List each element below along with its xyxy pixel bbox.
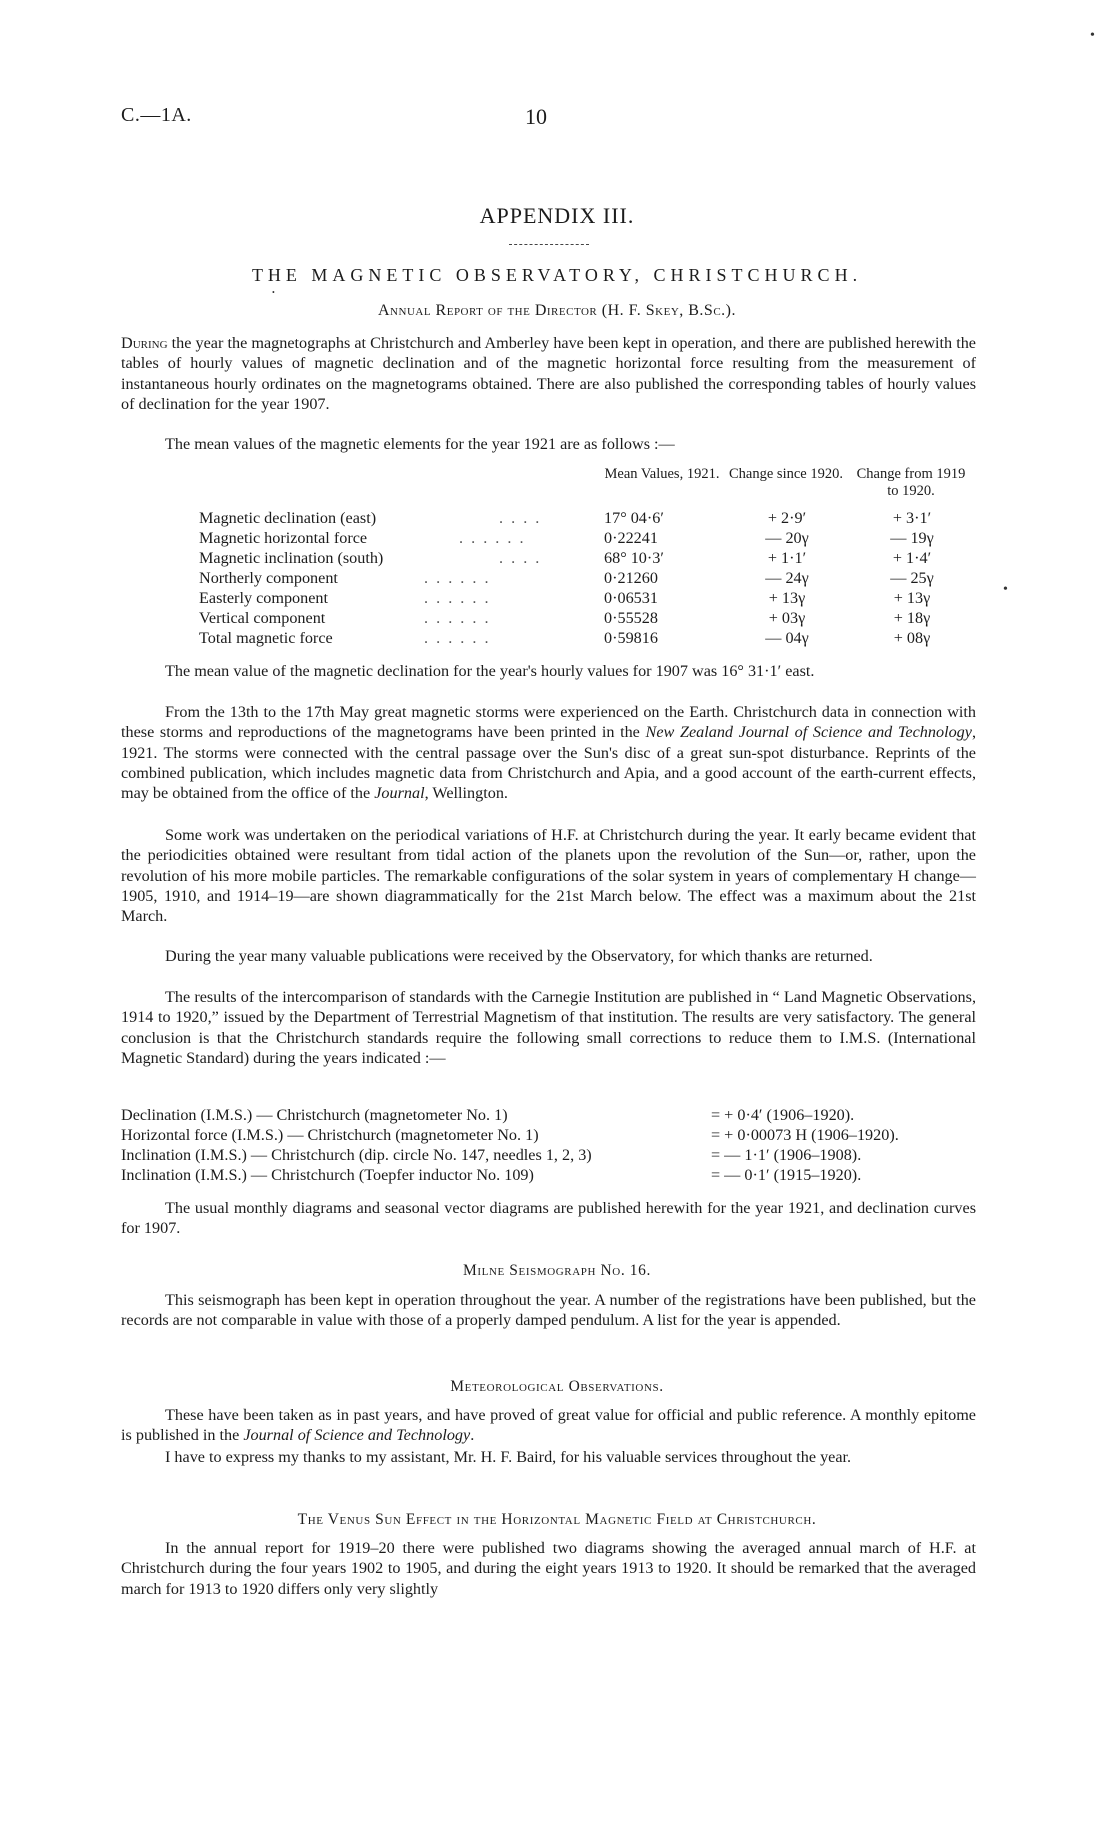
storms-journal-short: Journal [374,784,425,803]
storms-text-3: , Wellington. [424,784,508,803]
magnetic-elements-table [121,466,976,646]
storms-journal-title: New Zealand Journal of Science and Technology [645,723,972,742]
seismograph-heading: Milne Seismograph No. 16. [463,1262,651,1279]
diagrams-paragraph: The usual monthly diagrams and seasonal vector diagrams are published herewith for the year 1921, and declination curves for 1907. [121,1199,976,1238]
declination-1907-paragraph: The mean value of the magnetic declination for the year's hourly values for 1907 was 16° 31·1′ east. [165,662,815,680]
row-label: Total magnetic force [199,629,333,647]
correction-value: = — 0·1′ (1915–1920). [711,1166,862,1184]
meteorological-text-2: . [470,1426,475,1445]
scan-speck-mark: • [1003,582,1008,597]
correction-label: Inclination (I.M.S.) — Christchurch (dip. circle No. 147, needles 1, 2, 3) [121,1146,592,1164]
correction-value: = + 0·00073 H (1906–1920). [711,1126,899,1144]
document-reference: C.—1A. [121,104,192,126]
row-label: Vertical component [199,609,326,627]
observatory-title: THE MAGNETIC OBSERVATORY, CHRISTCHURCH. [251,265,863,285]
row-change-1919-1920: + 08γ [893,629,931,647]
row-mean: 17° 04·6′ [604,509,664,527]
list-item [121,1165,1001,1185]
row-mean: 0·22241 [604,529,658,547]
list-item [121,1105,1001,1125]
row-change-1919-1920: + 3·1′ [892,509,932,527]
row-mean: 0·21260 [604,569,658,587]
row-label: Magnetic horizontal force [199,529,368,547]
row-change-1919-1920: + 13γ [893,589,931,607]
row-change-1920: + 13γ [768,589,806,607]
row-change-1920: — 24γ [765,569,809,587]
magnetic-storms-paragraph [121,702,976,803]
periodical-variations-paragraph: Some work was undertaken on the periodical variations of H.F. at Christchurch during the year. It early became evident that the periodicities obtained were resultant from tidal action of the planets upon the revolution of the Sun—or, rather, upon the revolution of his more mobile particles. The remarkable configurations of the solar system in years of complementary H change—1905, 1910, and 1914–19—are shown diagrammatically for the 21st March below. The effect was a maximum about the 21st March. [121,826,976,926]
row-change-1920: — 20γ [765,529,809,547]
venus-sun-effect-heading: The Venus Sun Effect in the Horizontal Magnetic Field at Christchurch. [297,1511,817,1528]
meteorological-paragraph [121,1405,976,1446]
meteorological-text-1: These have been taken as in past years, and have proved of great value for official and public reference. A monthly epitome is published in the [121,1406,976,1445]
scan-speck-mark: • [1090,28,1095,43]
row-leader: . . . . . . [424,609,491,627]
correction-label: Horizontal force (I.M.S.) — Christchurch (magnetometer No. 1) [121,1126,539,1144]
row-label: Easterly component [199,589,329,607]
correction-label: Inclination (I.M.S.) — Christchurch (Toepfer inductor No. 109) [121,1166,534,1184]
meteorological-journal-title: Journal of Science and Technology [243,1426,471,1445]
row-leader: . . . . . . [424,569,491,587]
page-number: 10 [525,104,547,129]
scan-speck-mark: • [272,288,275,297]
row-mean: 68° 10·3′ [604,549,664,567]
correction-label: Declination (I.M.S.) — Christchurch (magnetometer No. 1) [121,1106,508,1124]
row-leader: . . . . . . [424,629,491,647]
row-leader: . . . . . . [424,589,491,607]
venus-paragraph: In the annual report for 1919–20 there were published two diagrams showing the averaged annual march of H.F. at Christchurch during the four years 1902 to 1905, and during the eight years 1913 to 1920. It should be remarked that the averaged march for 1913 to 1920 differs only very slightly [121,1539,976,1598]
row-leader: . . . . [499,549,542,567]
row-change-1919-1920: + 18γ [893,609,931,627]
column-header-change-1919-1920: Change from 1919 to 1920. [856,466,966,499]
row-mean: 0·06531 [604,589,658,607]
row-change-1919-1920: — 19γ [890,529,934,547]
table-row [199,548,979,568]
correction-value: = + 0·4′ (1906–1920). [711,1106,855,1124]
mean-values-intro: The mean values of the magnetic elements for the year 1921 are as follows :— [165,435,675,453]
column-header-mean: Mean Values, 1921. [604,466,720,482]
table-row [199,508,979,528]
list-item [121,1145,1001,1165]
row-change-1919-1920: — 25γ [890,569,934,587]
meteorological-heading: Meteorological Observations. [450,1378,664,1395]
thanks-paragraph: I have to express my thanks to my assistant, Mr. H. F. Baird, for his valuable services throughout the year. [165,1448,852,1466]
report-subtitle: Annual Report of the Director (H. F. Skey, B.Sc.). [378,302,736,319]
table-row [199,588,979,608]
row-mean: 0·59816 [604,629,658,647]
publications-paragraph: During the year many valuable publications were received by the Observatory, for which thanks are returned. [165,947,873,965]
row-leader: . . . . [499,509,542,527]
table-row [199,528,979,548]
row-leader: . . . . . . [459,529,526,547]
row-change-1920: — 04γ [765,629,809,647]
seismograph-paragraph: This seismograph has been kept in operation throughout the year. A number of the registrations have been published, but the records are not comparable in value with those of a properly damped pendulum. A list for the year is appended. [121,1291,976,1330]
intro-lead-word: During [121,334,168,352]
row-mean: 0·55528 [604,609,658,627]
correction-value: = — 1·1′ (1906–1908). [711,1146,862,1164]
table-row [199,628,979,648]
appendix-title: APPENDIX III. [479,203,635,228]
intercomparison-paragraph: The results of the intercomparison of standards with the Carnegie Institution are published in “ Land Magnetic Observations, 1914 to 1920,” issued by the Department of Terrestrial Magnetism of that institution. The results are very satisfactory. The general conclusion is that the Christchurch standards require the following small corrections to reduce them to I.M.S. (International Magnetic Standard) during the years indicated :— [121,988,976,1067]
storms-text-2: , 1921. The storms were connected with the central passage over the Sun's disc of a great sun-spot disturbance. Reprints of the combined publication, which includes magnetic data from Christchurch and Apia, and a good account of the earth-current effects, may be obtained from the office of the [121,723,976,803]
row-label: Magnetic inclination (south) [199,549,384,567]
row-change-1920: + 03γ [768,609,806,627]
table-row [199,568,979,588]
intro-paragraph [121,333,976,414]
column-header-change-1920: Change since 1920. [729,466,843,482]
intro-text: the year the magnetographs at Christchurch and Amberley have been kept in operation, and there are published herewith the tables of hourly values of magnetic declination and of the magnetic horizontal force resulting from the measurement of instantaneous hourly ordinates on the magnetograms obtained. There are also published the corresponding tables of hourly values of declination for the year 1907. [121,334,976,413]
row-label: Magnetic declination (east) [199,509,377,527]
row-change-1919-1920: + 1·4′ [892,549,932,567]
title-divider [509,244,589,245]
row-change-1920: + 2·9′ [767,509,807,527]
row-change-1920: + 1·1′ [767,549,807,567]
table-row [199,608,979,628]
storms-text-1: From the 13th to the 17th May great magnetic storms were experienced on the Earth. Christchurch data in connection with these storms and reproductions of the magnetograms have been printed in the [121,703,976,742]
list-item [121,1125,1001,1145]
row-label: Northerly component [199,569,338,587]
